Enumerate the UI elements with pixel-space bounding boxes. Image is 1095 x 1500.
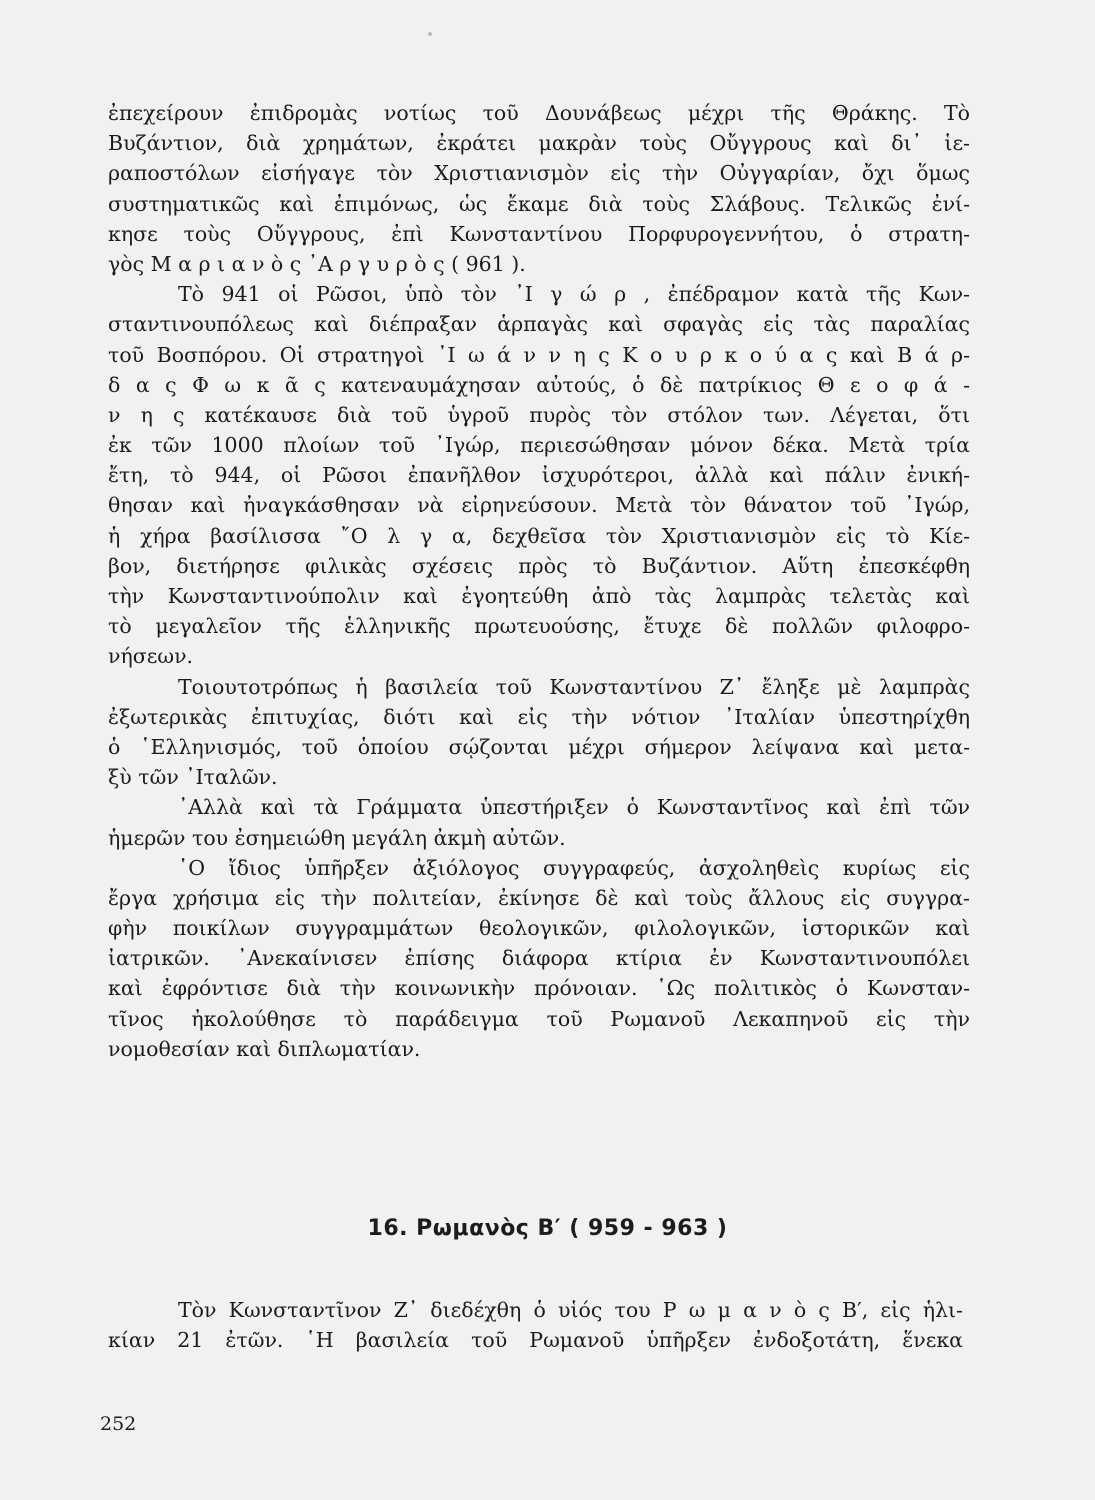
text-line: ὁ ῾Ελληνισμός, τοῦ ὁποίου σῴζονται μέχρι σήμερον λείψανα καὶ μετα-: [108, 734, 970, 759]
text-line: νομοθεσίαν καὶ διπλωματίαν.: [108, 1036, 421, 1061]
paragraph-start: Τὸν Κωνσταντῖνον Ζ᾽ διεδέχθη ὁ υἱός του Ρ ω μ α ν ὸ ς Β′, εἰς ἡλι-: [178, 1298, 963, 1322]
text-line: συστηματικῶς καὶ ἐπιμόνως, ὡς ἔκαμε διὰ τοὺς Σλάβους. Τελικῶς ἐνί-: [108, 191, 970, 216]
text-line: ἡ χήρα βασίλισσα ῎Ο λ γ α, δεχθεῖσα τὸν Χριστιανισμὸν εἰς τὸ Κίε-: [108, 523, 970, 548]
main-text-block: [108, 98, 970, 1064]
text-line: κησε τοὺς Οὔγγρους, ἐπὶ Κωνσταντίνου Πορφυρογεννήτου, ὁ στρατη-: [108, 221, 970, 246]
text-line: ἡμερῶν του ἐσημειώθη μεγάλη ἀκμὴ αὐτῶν.: [108, 825, 566, 850]
text-line: ἐκ τῶν 1000 πλοίων τοῦ ᾽Ιγώρ, περιεσώθησαν μόνον δέκα. Μετὰ τρία: [108, 433, 970, 458]
section-heading: 16. Ρωμανὸς Β′ ( 959 - 963 ): [367, 1216, 728, 1241]
text-line: ἰατρικῶν. ᾽Ανεκαίνισεν ἐπίσης διάφορα κτίρια ἐν Κωνσταντινουπόλει: [108, 946, 970, 971]
section-text-block: [108, 1295, 963, 1355]
text-line: φὴν ποικίλων συγγραμμάτων θεολογικῶν, φιλολογικῶν, ἱστορικῶν καὶ: [108, 916, 970, 941]
text-line: τοῦ Βοσπόρου. Οἱ στρατηγοὶ ᾽Ι ω ά ν ν η ς Κ ο υ ρ κ ο ύ α ς καὶ Β ά ρ-: [108, 342, 970, 367]
text-line: τῖνος ἠκολούθησε τὸ παράδειγμα τοῦ Ρωμανοῦ Λεκαπηνοῦ εἰς τὴν: [108, 1006, 970, 1031]
text-line: καὶ ἐφρόντισε διὰ τὴν κοινωνικὴν πρόνοιαν. ῾Ως πολιτικὸς ὁ Κωνσταν-: [108, 976, 970, 1001]
paragraph-start: Τοιουτοτρόπως ἡ βασιλεία τοῦ Κωνσταντίνου Ζ᾽ ἔληξε μὲ λαμπρὰς: [178, 674, 970, 699]
text-line: ἐπεχείρουν ἐπιδρομὰς νοτίως τοῦ Δουνάβεως μέχρι τῆς Θράκης. Τὸ: [108, 101, 970, 125]
text-line: ξὺ τῶν ᾽Ιταλῶν.: [108, 765, 278, 790]
text-line: ἔργα χρήσιμα εἰς τὴν πολιτείαν, ἐκίνησε δὲ καὶ τοὺς ἄλλους εἰς συγγρα-: [108, 885, 970, 910]
text-line: ἔτη, τὸ 944, οἱ Ρῶσοι ἐπανῆλθον ἰσχυρότεροι, ἀλλὰ καὶ πάλιν ἐνική-: [108, 463, 970, 488]
speck: [428, 32, 432, 36]
text-line: σταντινουπόλεως καὶ διέπραξαν ἁρπαγὰς καὶ σφαγὰς εἰς τὰς παραλίας: [108, 312, 970, 337]
text-line: νήσεων.: [108, 644, 194, 669]
text-line: κίαν 21 ἐτῶν. ῾Η βασιλεία τοῦ Ρωμανοῦ ὑπῆρξεν ἐνδοξοτάτη, ἕνεκα: [108, 1328, 963, 1353]
text-line: βον, διετήρησε φιλικὰς σχέσεις πρὸς τὸ Βυζάντιον. Αὕτη ἐπεσκέφθη: [108, 553, 970, 578]
text-line: ραποστόλων εἰσήγαγε τὸν Χριστιανισμὸν εἰς τὴν Οὐγγαρίαν, ὄχι ὅμως: [108, 161, 970, 186]
text-line: γὸς Μ α ρ ι α ν ὸ ς ᾽Α ρ γ υ ρ ὸ ς ( 961 ).: [108, 251, 526, 276]
paragraph-start: ῾Ο ἴδιος ὑπῆρξεν ἀξιόλογος συγγραφεύς, ἀσχοληθεὶς κυρίως εἰς: [178, 855, 970, 880]
text-line: τὸ μεγαλεῖον τῆς ἑλληνικῆς πρωτευούσης, ἔτυχε δὲ πολλῶν φιλοφρο-: [108, 614, 970, 639]
paragraph-start: Τὸ 941 οἱ Ρῶσοι, ὑπὸ τὸν ᾽Ι γ ώ ρ , ἐπέδραμον κατὰ τῆς Κων-: [178, 282, 970, 307]
text-line: Βυζάντιον, διὰ χρημάτων, ἐκράτει μακρὰν τοὺς Οὔγγρους καὶ δι᾽ ἱε-: [108, 131, 970, 156]
text-line: ν η ς κατέκαυσε διὰ τοῦ ὑγροῦ πυρὸς τὸν στόλον των. Λέγεται, ὅτι: [108, 402, 970, 427]
text-line: ἐξωτερικὰς ἐπιτυχίας, διότι καὶ εἰς τὴν νότιον ᾽Ιταλίαν ὑπεστηρίχθη: [108, 704, 970, 729]
text-line: δ α ς Φ ω κ ᾶ ς κατεναυμάχησαν αὐτούς, ὁ δὲ πατρίκιος Θ ε ο φ ά -: [108, 372, 970, 397]
paragraph-start: ᾽Αλλὰ καὶ τὰ Γράμματα ὑπεστήριξεν ὁ Κωνσταντῖνος καὶ ἐπὶ τῶν: [178, 795, 970, 820]
page-number: 252: [100, 1413, 137, 1435]
text-line: τὴν Κωνσταντινούπολιν καὶ ἐγοητεύθη ἀπὸ τὰς λαμπρὰς τελετὰς καὶ: [108, 584, 970, 608]
text-line: θησαν καὶ ἠναγκάσθησαν νὰ εἰρηνεύσουν. Μετὰ τὸν θάνατον τοῦ ᾽Ιγώρ,: [108, 493, 970, 518]
